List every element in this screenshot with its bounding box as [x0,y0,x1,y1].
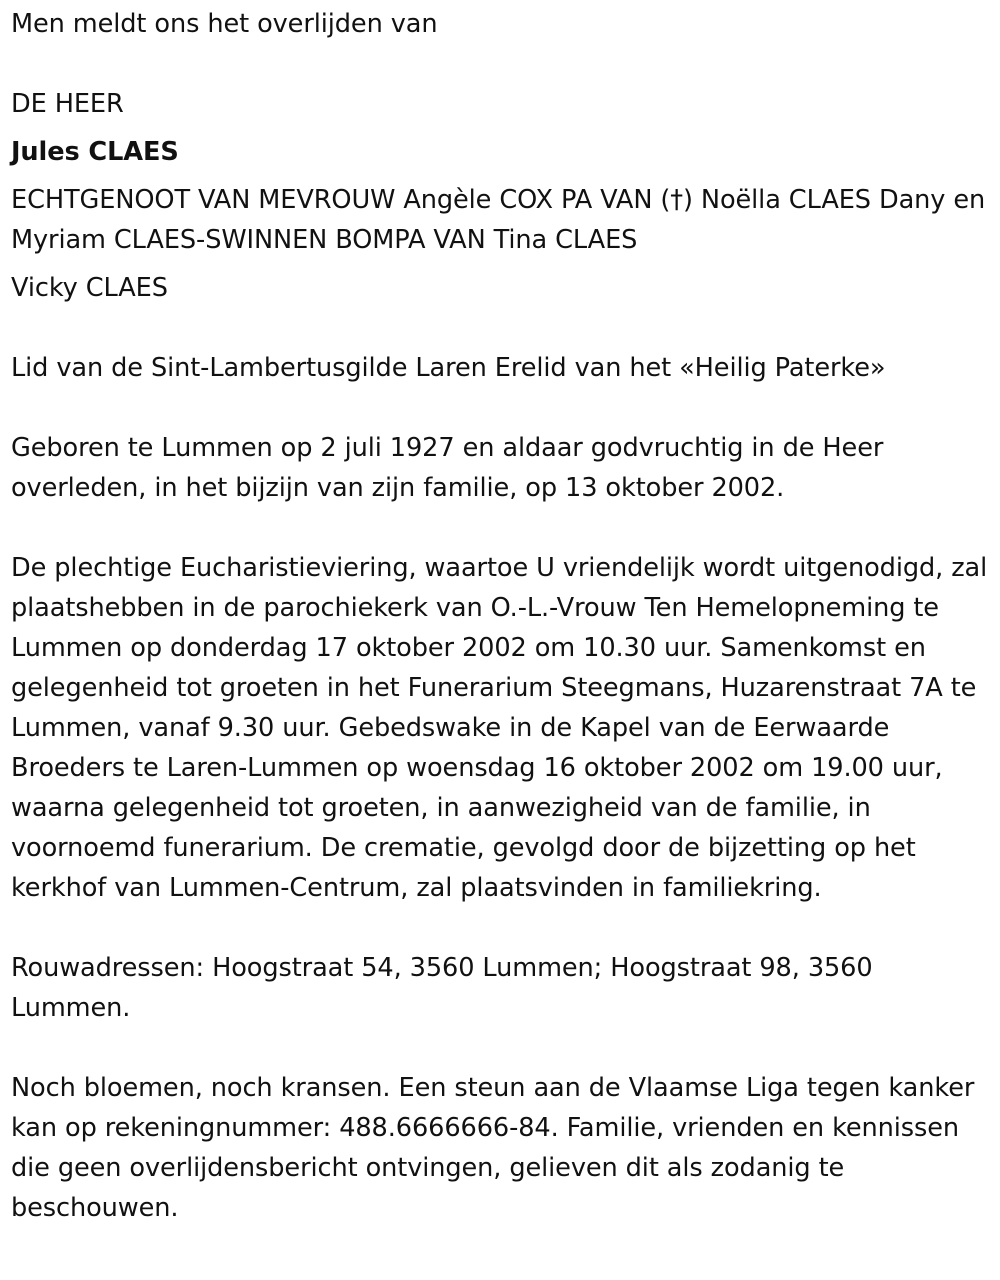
ceremony-paragraph: De plechtige Eucharistieviering, waartoe U vriendelijk wordt uitgenodigd, zal plaatshebben in de parochiekerk van O.-L.-Vrouw Ten Hemelopneming te Lummen op donderdag 17 oktober 2002 om 10.30 uur. Samenkomst en gelegenheid tot groeten in het Funerarium Steegmans, Huzarenstraat 7A te Lummen, vanaf 9.30 uur. Gebedswake in de Kapel van de Eerwaarde Broeders te Laren-Lummen op woensdag 16 oktober 2002 om 19.00 uur, waarna gelegenheid tot groeten, in aanwezigheid van de familie, in voornoemd funerarium. De crematie, gevolgd door de bijzetting op het kerkhof van Lummen-Centrum, zal plaatsvinden in familiekring. [11,553,988,903]
family-relations: ECHTGENOOT VAN MEVROUW Angèle COX PA VAN (†) Noëlla CLAES Dany en Myriam CLAES-SWINNEN BOMPA VAN Tina CLAES [11,185,986,255]
birth-death-paragraph: Geboren te Lummen op 2 juli 1927 en aldaar godvruchtig in de Heer overleden, in het bijzijn van zijn familie, op 13 oktober 2002. [11,433,884,503]
spacer [11,1028,990,1068]
intro-line: Men meldt ons het overlijden van [11,9,438,39]
spacer [11,508,990,548]
addresses-paragraph: Rouwadressen: Hoogstraat 54, 3560 Lummen; Hoogstraat 98, 3560 Lummen. [11,953,873,1023]
spacer [11,908,990,948]
deceased-name: Jules CLAES [11,137,179,167]
spacer [11,308,990,348]
spacer [11,44,990,84]
family-relations-continued: Vicky CLAES [11,273,168,303]
closing-paragraph: Noch bloemen, noch kransen. Een steun aan de Vlaamse Liga tegen kanker kan op rekeningnummer: 488.6666666-84. Familie, vrienden en kennissen die geen overlijdensbericht ontvingen, gelieven dit als zodanig te beschouwen. [11,1073,975,1223]
honorific-title: DE HEER [11,89,124,119]
memberships-paragraph: Lid van de Sint-Lambertusgilde Laren Erelid van het «Heilig Paterke» [11,353,886,383]
spacer [11,388,990,428]
